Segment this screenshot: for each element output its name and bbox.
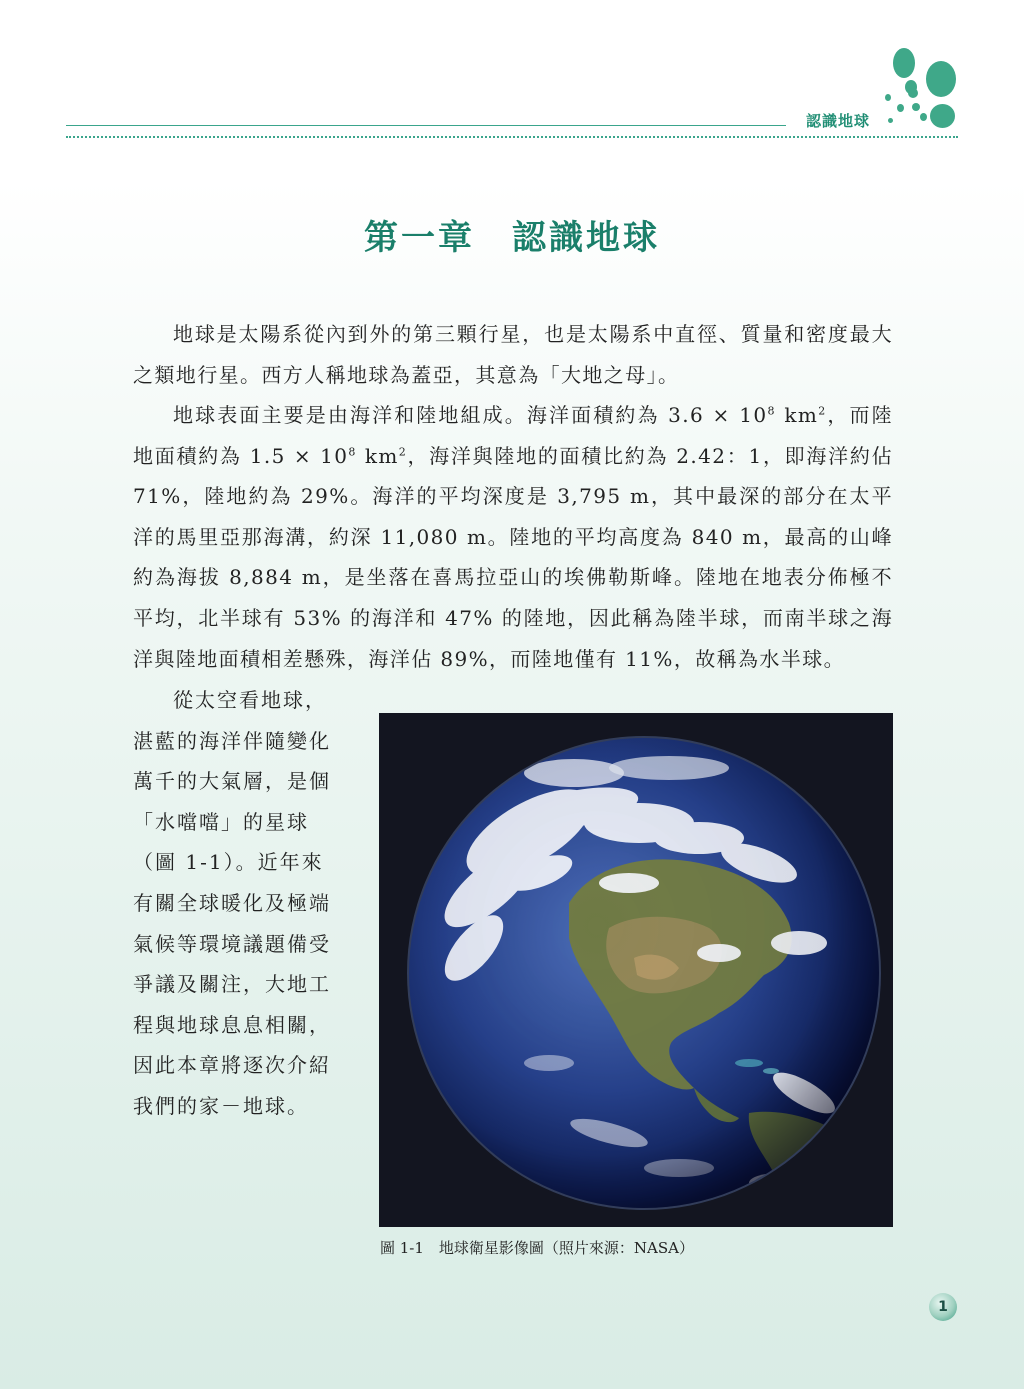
superscript: 2: [398, 444, 408, 458]
page-number: 1: [929, 1293, 957, 1321]
superscript: 8: [348, 444, 357, 458]
superscript: 2: [818, 404, 827, 418]
chapter-title: 第一章 認識地球: [364, 218, 660, 258]
text-span: km: [775, 403, 819, 427]
text-span: km: [356, 443, 399, 468]
header-section-label: 認識地球: [806, 112, 871, 130]
header-rule: [66, 125, 786, 127]
header-dotted-rule: [66, 136, 958, 138]
superscript: 8: [767, 404, 776, 418]
text-span: 地球表面主要是由海洋和陸地組成。海洋面積約為 3.6 × 10: [173, 403, 768, 427]
text-span: ，海洋與陸地的面積比約為 2.42：1，即海洋約佔 71%，陸地約為 29%。海洋的平均深度是 3,795 m，其中最深的部分在太平洋的馬里亞那海溝，約深 11,080 m。陸地的平均高度為 840 m，最高的山峰約為海拔 8,884 m，是坐落在喜馬拉亞山的埃佛勒斯峰。陸地在地表分佈極不平均，北半球有 53% 的海洋和 47% 的陸地，因此稱為陸半球，而南半球之海洋與陸地面積相差懸殊，海洋佔 89%，而陸地僅有 11%，故稱為水半球。: [133, 443, 893, 671]
text-span: ，而陸地面積約為 1.5 × 10: [133, 403, 893, 468]
earth-globe-graphic: [379, 713, 893, 1227]
paragraph-ocean-land: [133, 395, 893, 679]
paragraph-intro: 地球是太陽系從內到外的第三顆行星，也是太陽系中直徑、質量和密度最大之類地行星。西方人稱地球為蓋亞，其意為「大地之母」。: [133, 322, 893, 387]
paragraph-earth-from-space: 從太空看地球，湛藍的海洋伴隨變化萬千的大氣層，是個「水噹噹」的星球（圖 1-1）。近年來有關全球暖化及極端氣候等環境議題備受爭議及關注，大地工程與地球息息相關，因此本章將逐次介紹我們的家－地球。: [133, 688, 331, 1118]
earth-satellite-image: [379, 713, 893, 1227]
figure-caption: 圖 1-1 地球衛星影像圖（照片來源：NASA）: [380, 1239, 694, 1257]
